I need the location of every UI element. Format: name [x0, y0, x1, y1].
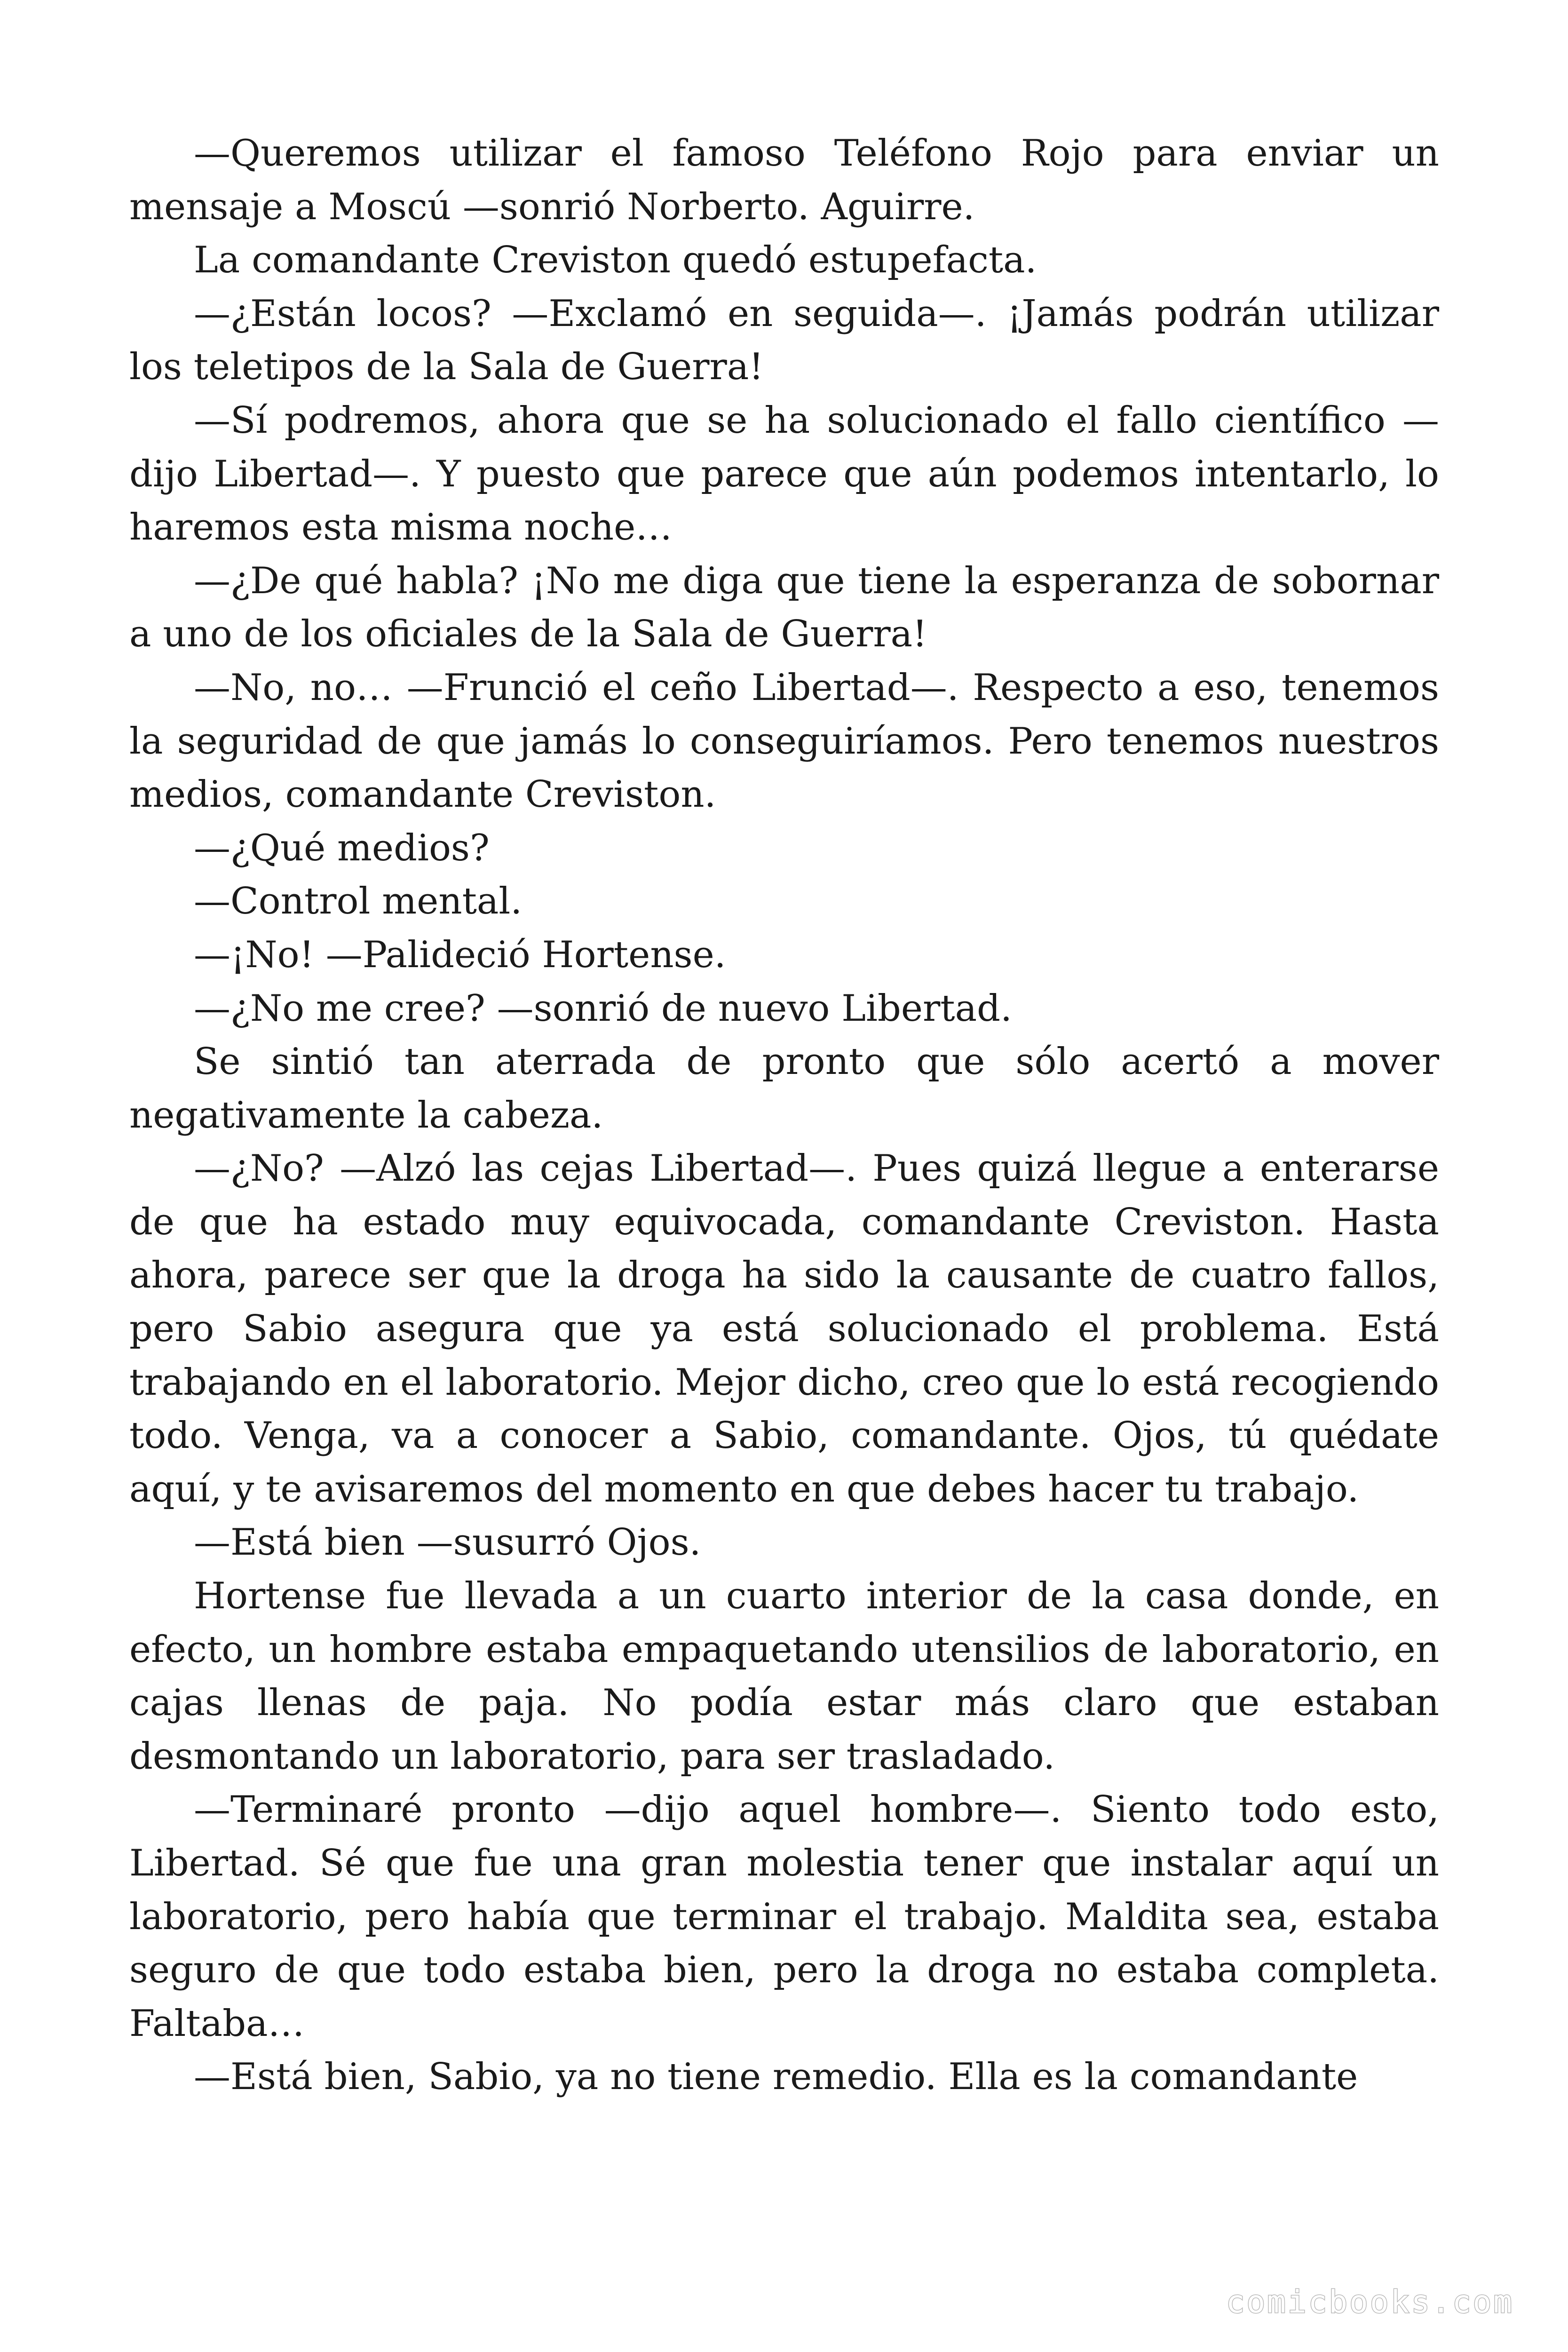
- paragraph: —¿Están locos? —Exclamó en seguida—. ¡Jamás podrán utilizar los teletipos de la Sala de Guerra!: [129, 292, 1439, 389]
- paragraph: —¿De qué habla? ¡No me diga que tiene la esperanza de sobornar a uno de los oficiales de la Sala de Guerra!: [129, 559, 1439, 656]
- paragraph: —¿No me cree? —sonrió de nuevo Libertad.: [194, 987, 1012, 1030]
- paragraph: —Está bien, Sabio, ya no tiene remedio. Ella es la comandante: [194, 2056, 1358, 2098]
- paragraph: —Terminaré pronto —dijo aquel hombre—. Siento todo esto, Libertad. Sé que fue una gran molestia tener que instalar aquí un laboratorio, pero había que terminar el trabajo. Maldita sea, estaba seguro de que todo estaba bien, pero la droga no estaba completa. Faltaba…: [129, 1788, 1439, 2045]
- paragraph: —Sí podremos, ahora que se ha solucionado el fallo científico —dijo Libertad—. Y puesto que parece que aún podemos intentarlo, lo haremos esta misma noche…: [129, 399, 1439, 549]
- paragraph: —No, no… —Frunció el ceño Libertad—. Respecto a eso, tenemos la seguridad de que jamás lo conseguiríamos. Pero tenemos nuestros medios, comandante Creviston.: [129, 666, 1439, 816]
- paragraph: —Control mental.: [194, 880, 523, 923]
- paragraph: —¿No? —Alzó las cejas Libertad—. Pues quizá llegue a enterarse de que ha estado muy equivocada, comandante Creviston. Hasta ahora, parece ser que la droga ha sido la causante de cuatro fallos, pero Sabio asegura que ya está solucionado el problema. Está trabajando en el laboratorio. Mejor dicho, creo que lo está recogiendo todo. Venga, va a conocer a Sabio, comandante. Ojos, tú quédate aquí, y te avisaremos del momento en que debes hacer tu trabajo.: [129, 1147, 1439, 1510]
- paragraph: Hortense fue llevada a un cuarto interior de la casa donde, en efecto, un hombre estaba empaquetando utensilios de laboratorio, en cajas llenas de paja. No podía estar más claro que estaban desmontando un laboratorio, para ser trasladado.: [129, 1575, 1439, 1778]
- page-text: [129, 127, 1439, 2104]
- paragraph: —¡No! —Palideció Hortense.: [194, 933, 726, 976]
- paragraph: —Está bien —susurró Ojos.: [194, 1521, 701, 1564]
- paragraph: —Queremos utilizar el famoso Teléfono Rojo para enviar un mensaje a Moscú —sonrió Norberto. Aguirre.: [129, 132, 1439, 228]
- paragraph: —¿Qué medios?: [194, 826, 490, 869]
- paragraph: La comandante Creviston quedó estupefacta.: [194, 239, 1037, 282]
- watermark: comicbooks.com: [1226, 2284, 1514, 2320]
- paragraph: Se sintió tan aterrada de pronto que sólo acertó a mover negativamente la cabeza.: [129, 1041, 1439, 1136]
